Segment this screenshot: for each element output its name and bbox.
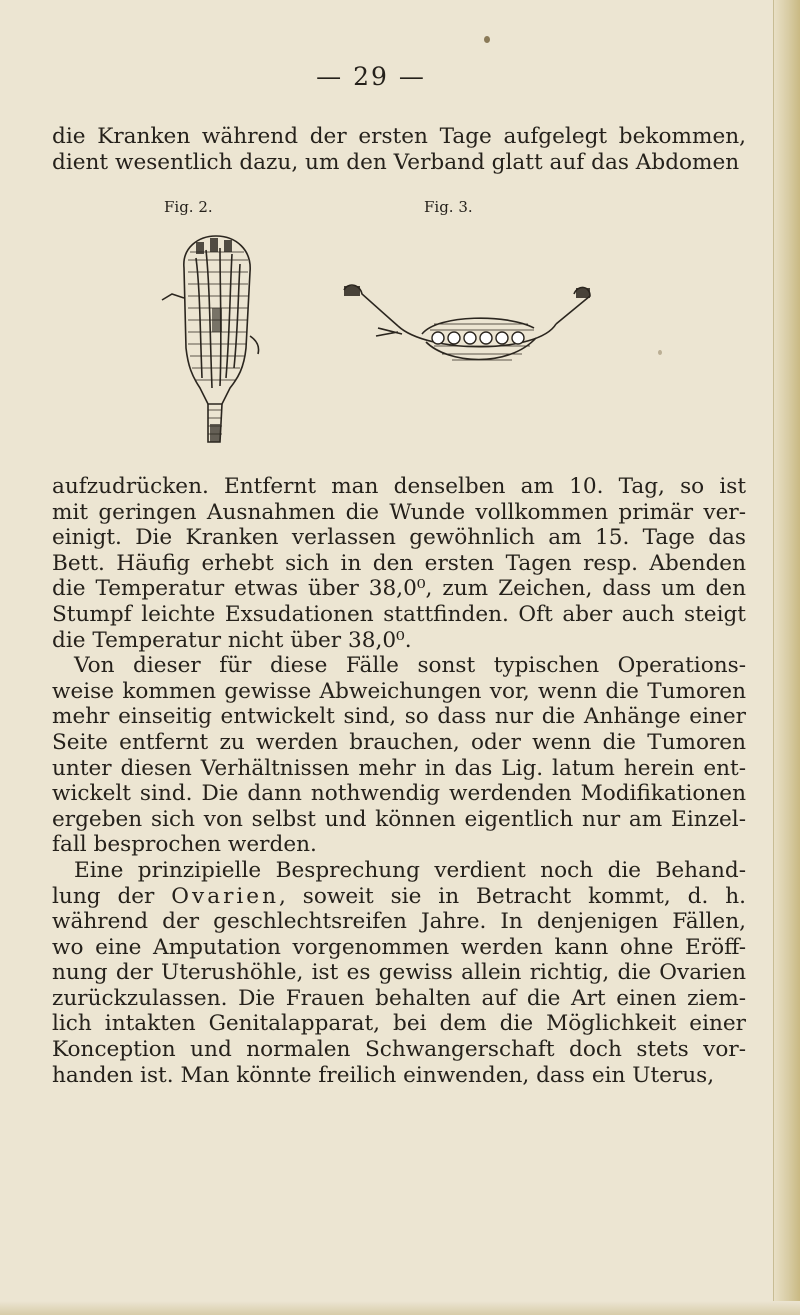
text-line: Konception und normalen Schwangerschaft doch stets vor-: [52, 1037, 746, 1063]
text-line: fall besprochen werden.: [52, 832, 317, 858]
emphasized-term: Ovarien: [171, 883, 279, 909]
text-line: die Kranken während der ersten Tage aufgelegt bekommen,: [52, 124, 746, 149]
top-paragraph: [52, 124, 746, 175]
ink-spot: [484, 36, 490, 43]
text-line: lich intakten Genitalapparat, bei dem die Möglichkeit einer: [52, 1011, 746, 1037]
fig-3-caption: Fig. 3.: [424, 198, 473, 216]
text-line: unter diesen Verhältnissen mehr in das Lig. latum herein ent-: [52, 755, 746, 781]
text-line: handen ist. Man könnte freilich einwenden, dass ein Uterus,: [52, 1062, 715, 1088]
text-line: einigt. Die Kranken verlassen gewöhnlich am 15. Tage das: [52, 525, 746, 551]
text-fragment: , soweit sie in Betracht kommt, d. h.: [279, 883, 746, 909]
fig-2-caption: Fig. 2.: [164, 198, 213, 216]
text-line: weise kommen gewisse Abweichungen vor, wenn die Tumoren: [52, 678, 746, 704]
text-fragment: lung der: [52, 883, 172, 909]
page-number: — 29 —: [316, 62, 426, 91]
text-line: Eine prinzipielle Besprechung verdient noch die Behand-: [74, 857, 746, 883]
ink-spot: [658, 350, 662, 355]
text-line: ergeben sich von selbst und können eigentlich nur am Einzel-: [52, 806, 746, 832]
main-text: [52, 474, 746, 1088]
text-line: die Temperatur nicht über 38,0⁰.: [52, 627, 412, 653]
text-line: dient wesentlich dazu, um den Verband glatt auf das Abdomen: [52, 149, 740, 175]
text-line: Seite entfernt zu werden brauchen, oder wenn die Tumoren: [52, 729, 746, 755]
text-line: nung der Uterushöhle, ist es gewiss allein richtig, die Ovarien: [52, 960, 746, 986]
text-line: aufzudrücken. Entfernt man denselben am 10. Tag, so ist: [52, 474, 746, 499]
text-line: wo eine Amputation vorgenommen werden kann ohne Eröff-: [52, 934, 746, 960]
page-edge-bottom: [0, 1301, 800, 1315]
text-line: zurückzulassen. Die Frauen behalten auf die Art einen ziem-: [52, 985, 746, 1011]
text-line: während der geschlechtsreifen Jahre. In denjenigen Fällen,: [52, 909, 746, 935]
figure-3-illustration: [338, 272, 600, 392]
page-edge: [773, 0, 800, 1315]
text-line: wickelt sind. Die dann nothwendig werdenden Modifikationen: [52, 781, 746, 807]
text-line: mit geringen Ausnahmen die Wunde vollkommen primär ver-: [52, 499, 746, 525]
text-line: die Temperatur etwas über 38,0⁰, zum Zeichen, dass um den: [52, 576, 746, 602]
text-line: [52, 884, 746, 910]
text-line: Stumpf leichte Exsudationen stattfinden. Oft aber auch steigt: [52, 601, 746, 627]
text-line: mehr einseitig entwickelt sind, so dass nur die Anhänge einer: [52, 704, 746, 730]
text-line: Bett. Häufig erhebt sich in den ersten Tagen resp. Abenden: [52, 550, 746, 576]
figure-2-illustration: [160, 228, 270, 454]
text-line: Von dieser für diese Fälle sonst typischen Operations-: [74, 653, 746, 679]
